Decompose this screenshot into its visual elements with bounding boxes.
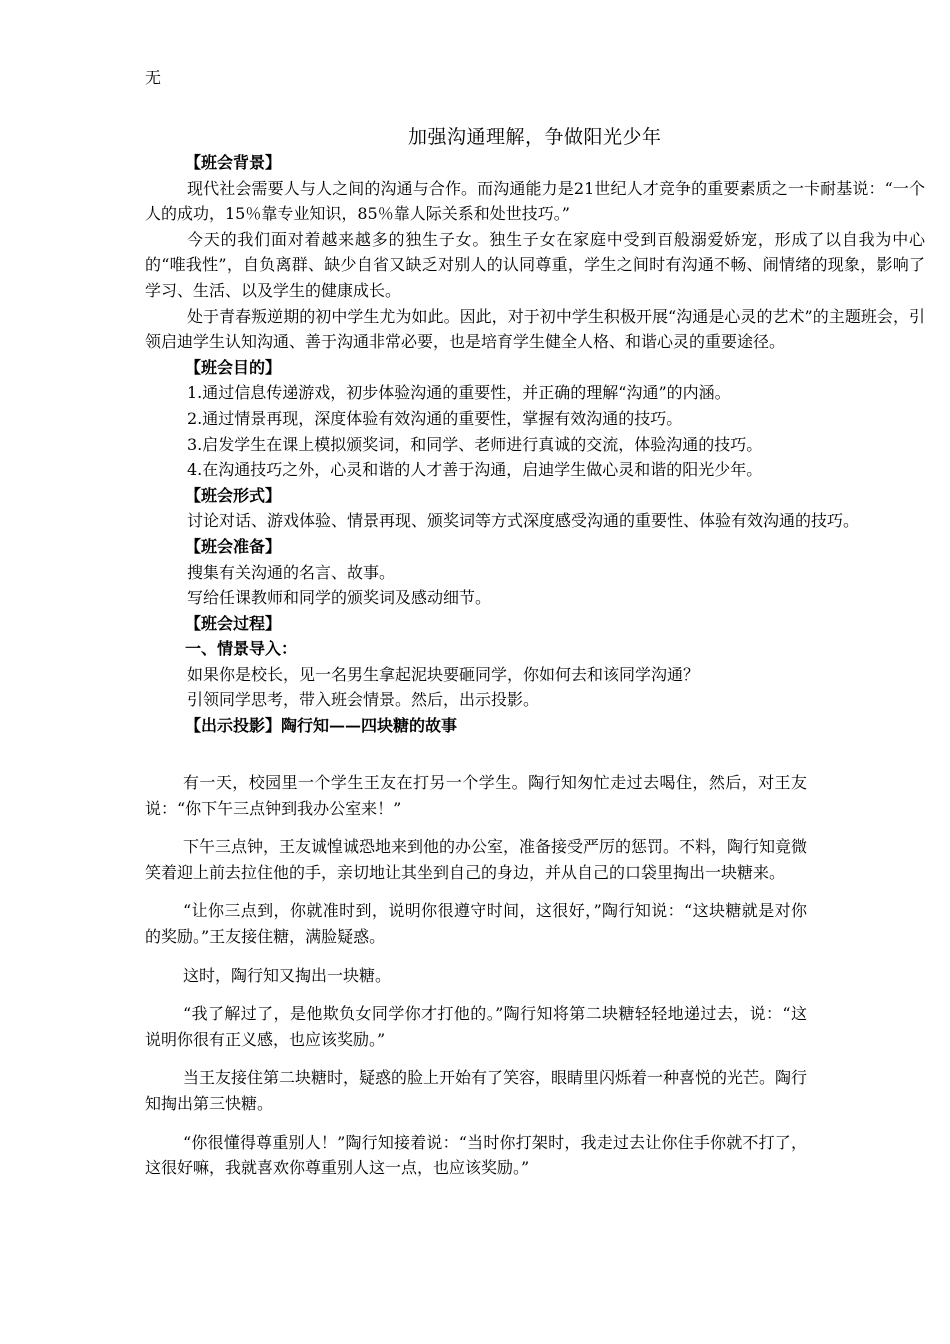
story-paragraph-2: 下午三点钟，王友诚惶诚恐地来到他的办公室，准备接受严厉的惩罚。不料，陶行知竟微笑着迎上前去拉住他的手，亲切地让其坐到自己的身边，并从自己的口袋里掏出一块糖来。 [145, 837, 808, 882]
story-paragraph-7: “你很懂得尊重别人！”陶行知接着说：“当时你打架时，我走过去让你住手你就不打了，这很好嘛，我就喜欢你尊重别人这一点，也应该奖励。” [145, 1132, 807, 1178]
header-mark: 无 [145, 68, 162, 87]
background-paragraph-3: 处于青春叛逆期的初中学生尤为如此。因此，对于初中学生积极开展“沟通是心灵的艺术”的主题班会，引领启迪学生认知沟通、善于沟通非常必要，也是培育学生健全人格、和谐心灵的重要途径。 [145, 306, 925, 352]
form-paragraph: 讨论对话、游戏体验、情景再现、颁奖词等方式深度感受沟通的重要性、体验有效沟通的技巧。 [187, 511, 860, 531]
section-heading-goals: 【班会目的】 [185, 357, 282, 377]
goal-item-1: 1.通过信息传递游戏，初步体验沟通的重要性，并正确的理解“沟通”的内涵。 [187, 383, 731, 403]
goal-item-3: 3.启发学生在课上模拟颁奖词，和同学、老师进行真诚的交流，体验沟通的技巧。 [187, 434, 763, 454]
story-paragraph-5: “我了解过了，是他欺负女同学你才打他的。”陶行知将第二块糖轻轻地递过去，说：“这说明你很有正义感，也应该奖励。” [145, 1004, 807, 1049]
section-heading-process: 【班会过程】 [185, 613, 282, 633]
goal-item-4: 4.在沟通技巧之外，心灵和谐的人才善于沟通，启迪学生做心灵和谐的阳光少年。 [187, 460, 763, 480]
projection-heading: 【出示投影】陶行知——四块糖的故事 [185, 716, 458, 736]
story-paragraph-4: 这时，陶行知又掏出一块糖。 [183, 965, 392, 985]
background-paragraph-2: 今天的我们面对着越来越多的独生子女。独生子女在家庭中受到百般溺爱娇宠，形成了以自我为中心的“唯我性”，自负离群、缺少自省又缺乏对别人的认同尊重，学生之间时有沟通不畅、闹情绪的现象，影响了学习、生活、以及学生的健康成长。 [145, 229, 925, 300]
prep-item-1: 搜集有关沟通的名言、故事。 [187, 562, 396, 582]
process-subheading-intro: 一、情景导入： [185, 639, 298, 659]
story-text [145, 770, 807, 1181]
goal-item-2: 2.通过情景再现，深度体验有效沟通的重要性，掌握有效沟通的技巧。 [187, 408, 683, 428]
story-paragraph-6: 当王友接住第二块糖时，疑惑的脸上开始有了笑容，眼睛里闪烁着一种喜悦的光芒。陶行知掏出第三快糖。 [145, 1068, 808, 1113]
section-heading-background: 【班会背景】 [185, 153, 282, 172]
background-paragraph-1: 现代社会需要人与人之间的沟通与合作。而沟通能力是21世纪人才竞争的重要素质之一卡耐基说：“一个人的成功，15％靠专业知识，85％靠人际关系和处世技巧。” [145, 178, 925, 224]
prep-item-2: 写给任课教师和同学的颁奖词及感动细节。 [187, 588, 492, 608]
section-heading-form: 【班会形式】 [185, 485, 282, 505]
section-heading-prep: 【班会准备】 [185, 536, 282, 556]
story-paragraph-1: 有一天，校园里一个学生王友在打另一个学生。陶行知匆忙走过去喝住，然后，对王友说：“你下午三点钟到我办公室来！” [145, 773, 807, 818]
document-title: 加强沟通理解，争做阳光少年 [408, 126, 662, 148]
process-line-1: 如果你是校长，见一名男生拿起泥块要砸同学，你如何去和该同学沟通？ [187, 664, 700, 684]
process-line-2: 引领同学思考，带入班会情景。然后，出示投影。 [187, 690, 540, 710]
lesson-plan-body [145, 150, 925, 739]
story-paragraph-3: “让你三点到，你就准时到，说明你很遵守时间，这很好，”陶行知说：“这块糖就是对你的奖励。”王友接住糖，满脸疑惑。 [145, 901, 807, 946]
